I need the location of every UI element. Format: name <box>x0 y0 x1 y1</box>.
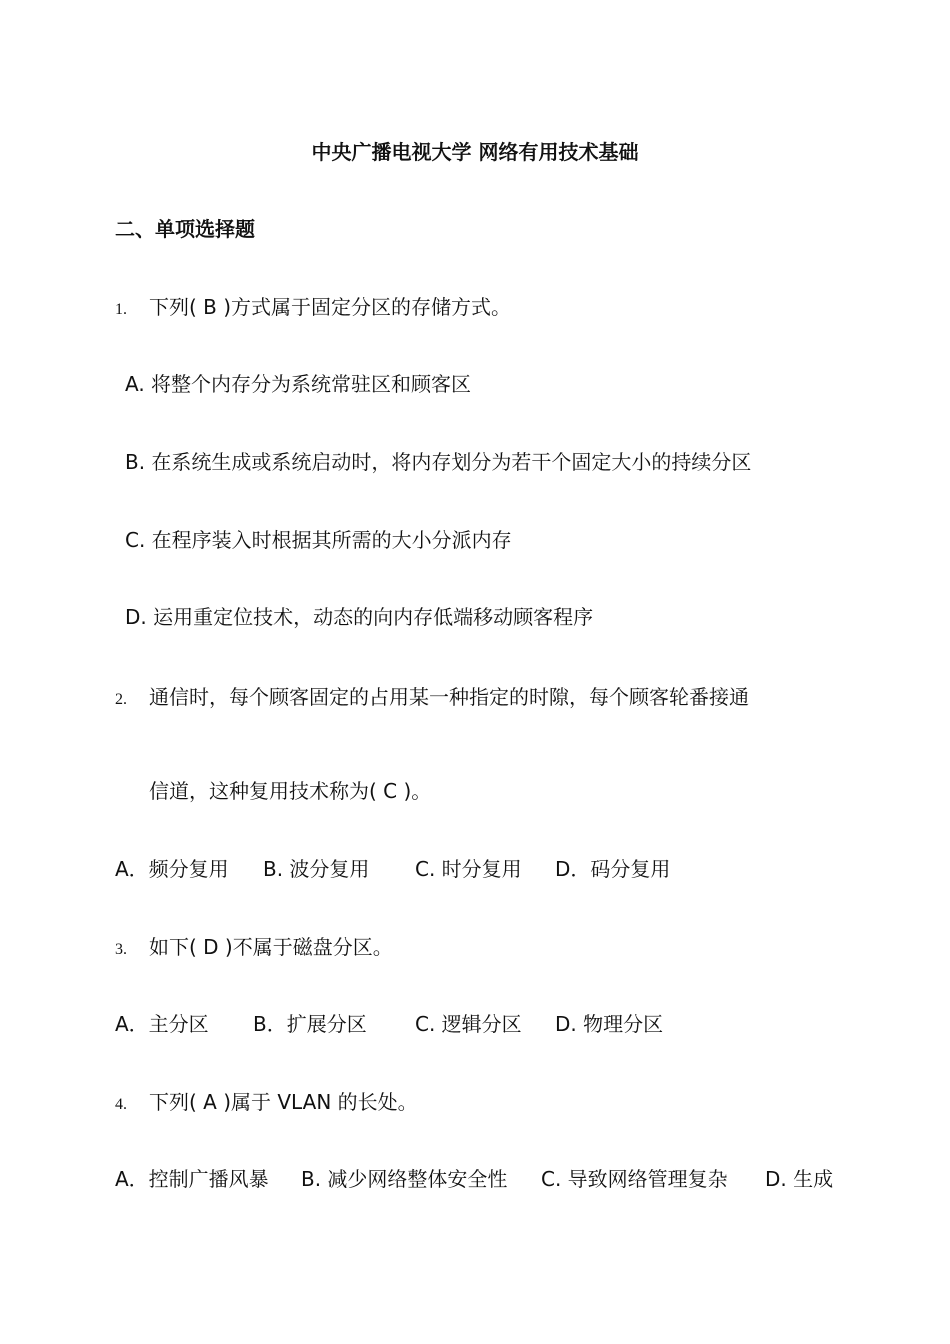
q3-option-a: A．主分区 <box>115 1012 209 1036</box>
question-stem: 如下( D )不属于磁盘分区。 <box>149 935 393 959</box>
q4-option-b: B. 减少网络整体安全性 <box>301 1167 508 1191</box>
q1-option-d: D. 运用重定位技术，动态的向内存低端移动顾客程序 <box>125 605 594 629</box>
q4-option-a: A．控制广播风暴 <box>115 1167 269 1191</box>
document-title: 中央广播电视大学 网络有用技术基础 <box>311 140 639 164</box>
q3-option-d: D. 物理分区 <box>555 1012 664 1036</box>
q2-option-d: D．码分复用 <box>555 857 671 881</box>
question-stem: 下列( B )方式属于固定分区的存储方式。 <box>149 295 512 319</box>
question-number: 4. <box>115 1096 127 1113</box>
question-3 <box>115 933 393 964</box>
question-1 <box>115 293 511 324</box>
question-number: 2. <box>115 691 127 708</box>
question-number: 3. <box>115 941 127 958</box>
question-number: 1. <box>115 301 127 318</box>
section-heading: 二、单项选择题 <box>115 217 255 241</box>
q2-options <box>115 855 670 883</box>
q2-option-b: B. 波分复用 <box>263 857 370 881</box>
q1-option-a: A. 将整个内存分为系统常驻区和顾客区 <box>125 372 472 396</box>
q1-option-b: B. 在系统生成或系统启动时，将内存划分为若干个固定大小的持续分区 <box>125 450 752 474</box>
q4-option-d: D. 生成 <box>765 1167 834 1191</box>
q4-options <box>115 1165 833 1193</box>
q3-option-c: C. 逻辑分区 <box>415 1012 522 1036</box>
q3-option-b: B．扩展分区 <box>253 1012 367 1036</box>
q2-option-c: C. 时分复用 <box>415 857 522 881</box>
q1-option-c: C. 在程序装入时根据其所需的大小分派内存 <box>125 528 512 552</box>
question-stem: 下列( A )属于 VLAN 的长处。 <box>149 1090 418 1114</box>
q2-option-a: A．频分复用 <box>115 857 229 881</box>
question-stem-line1: 通信时，每个顾客固定的占用某一种指定的时隙，每个顾客轮番接通 <box>149 685 749 709</box>
q3-options <box>115 1010 663 1038</box>
q4-option-c: C. 导致网络管理复杂 <box>541 1167 728 1191</box>
question-2 <box>115 683 749 714</box>
question-stem-line2: 信道，这种复用技术称为( C )。 <box>149 779 432 803</box>
question-4 <box>115 1088 418 1119</box>
